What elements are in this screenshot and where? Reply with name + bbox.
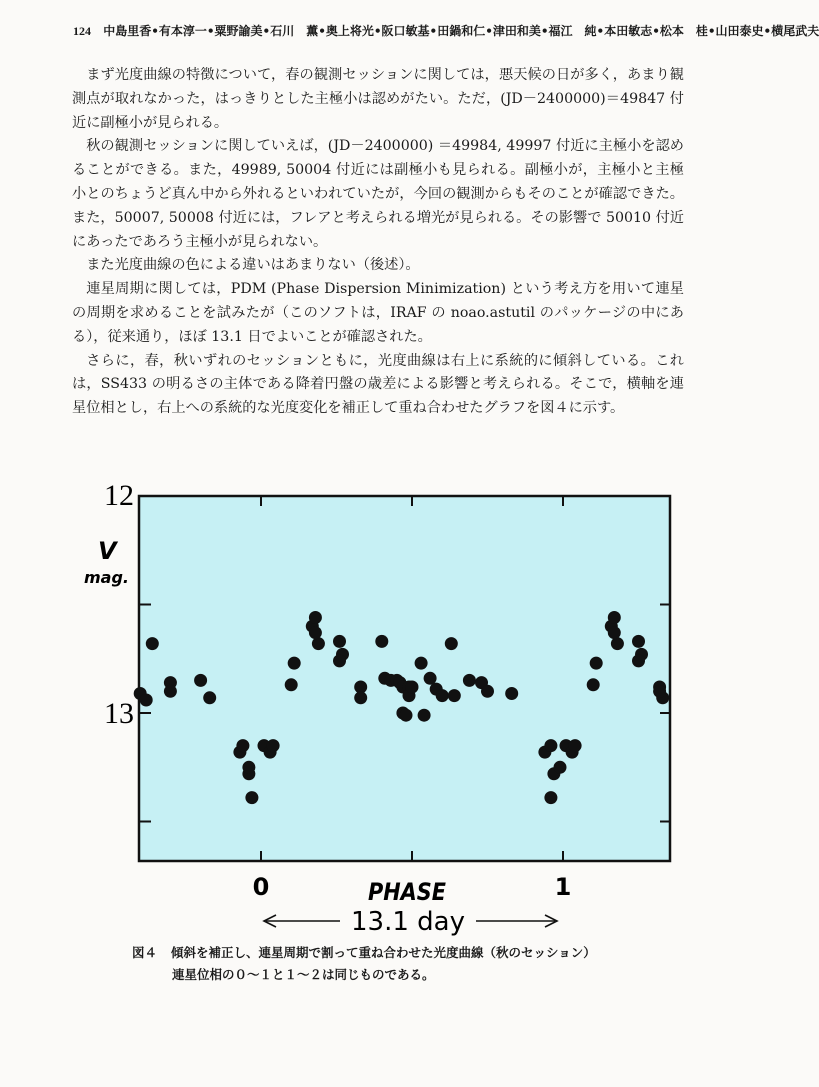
data-point bbox=[632, 635, 645, 648]
running-header bbox=[73, 22, 819, 39]
data-point bbox=[236, 739, 249, 752]
author-list: 中島里香•有本淳一•粟野諭美•石川 薫•奥上将光•阪口敏基•田鍋和仁•津田和美•福江 純•本田敏志•松本 桂•山田泰史•横尾武夫 bbox=[103, 24, 819, 38]
paragraph: 秋の観測セッションに関していえば，(JD－2400000) ＝49984, 49997 付近に主極小を認めることができる。また，49989, 50004 付近には副極小も見られる。副極小が，主極小と主極小とのちょうど真ん中から外れるといわれていたが，今回の観測からもそのことが確認できた。また，50007, 50008 付近には，フレアと考えられる増光が見られる。その影響で 50010 付近にあったであろう主極小が見られない。 bbox=[72, 138, 684, 250]
data-point bbox=[608, 626, 621, 639]
data-point bbox=[611, 637, 624, 650]
paragraph: まず光度曲線の特徴について，春の観測セッションに関しては，悪天候の日が多く，あまり観測点が取れなかった，はっきりとした主極小は認めがたい。ただ，(JD－2400000)＝49847 付近に副極小が見られる。 bbox=[72, 67, 684, 131]
data-point bbox=[590, 657, 603, 670]
y-axis-label-mag: mag. bbox=[84, 568, 129, 587]
data-point bbox=[140, 694, 153, 707]
figure-label: 図４ bbox=[132, 945, 158, 960]
data-point bbox=[333, 654, 346, 667]
data-point bbox=[267, 739, 280, 752]
data-point bbox=[309, 626, 322, 639]
data-point bbox=[288, 657, 301, 670]
data-point bbox=[375, 635, 388, 648]
paragraph: さらに，春，秋いずれのセッションともに，光度曲線は右上に系統的に傾斜している。これは，SS433 の明るさの主体である降着円盤の歳差による影響と考えられる。そこで，横軸を連星位相とし，右上への系統的な光度変化を補正して重ね合わせたグラフを図４に示す。 bbox=[72, 352, 684, 417]
light-curve-figure bbox=[0, 470, 756, 940]
data-point bbox=[203, 691, 216, 704]
x-tick-label-1: 1 bbox=[554, 873, 572, 901]
page-number: 124 bbox=[73, 24, 91, 38]
y-axis-label-v: V bbox=[98, 537, 117, 565]
data-point bbox=[608, 611, 621, 624]
period-label: 13.1 day bbox=[351, 907, 465, 937]
data-point bbox=[285, 678, 298, 691]
paragraph: また光度曲線の色による違いはあまりない（後述）。 bbox=[86, 257, 420, 274]
data-point bbox=[333, 635, 346, 648]
data-point bbox=[587, 678, 600, 691]
y-tick-label-13: 13 bbox=[104, 697, 134, 730]
caption-line-2: 連星位相の０～１と１～２は同じものである。 bbox=[172, 967, 435, 982]
data-point bbox=[312, 637, 325, 650]
data-point bbox=[569, 739, 582, 752]
data-point bbox=[400, 709, 413, 722]
data-point bbox=[309, 611, 322, 624]
data-point bbox=[245, 791, 258, 804]
data-point bbox=[146, 637, 159, 650]
data-point bbox=[653, 685, 666, 698]
data-point bbox=[554, 761, 567, 774]
figure-caption bbox=[132, 942, 692, 986]
data-point bbox=[481, 685, 494, 698]
body-text bbox=[72, 64, 684, 421]
data-point bbox=[544, 739, 557, 752]
data-point bbox=[448, 689, 461, 702]
data-point bbox=[354, 691, 367, 704]
data-point bbox=[418, 709, 431, 722]
x-tick-label-0: 0 bbox=[252, 873, 270, 901]
caption-line-1: 傾斜を補正し、連星周期で割って重ね合わせた光度曲線（秋のセッション） bbox=[171, 945, 596, 960]
data-point bbox=[632, 654, 645, 667]
x-axis-label: PHASE bbox=[368, 878, 447, 906]
data-point bbox=[194, 674, 207, 687]
paragraph: 連星周期に関しては，PDM (Phase Dispersion Minimization) という考え方を用いて連星の周期を求めることを試みたが（このソフトは，IRAF の noao.astutil のパッケージの中にある），従来通り，ほぼ 13.1 日でよいことが確認された。 bbox=[72, 281, 684, 345]
data-point bbox=[242, 761, 255, 774]
data-point bbox=[436, 689, 449, 702]
data-point bbox=[415, 657, 428, 670]
data-point bbox=[164, 685, 177, 698]
data-point bbox=[463, 674, 476, 687]
data-point bbox=[406, 681, 419, 694]
data-point bbox=[445, 637, 458, 650]
data-point bbox=[505, 687, 518, 700]
data-point bbox=[544, 791, 557, 804]
y-tick-label-12: 12 bbox=[104, 479, 134, 512]
